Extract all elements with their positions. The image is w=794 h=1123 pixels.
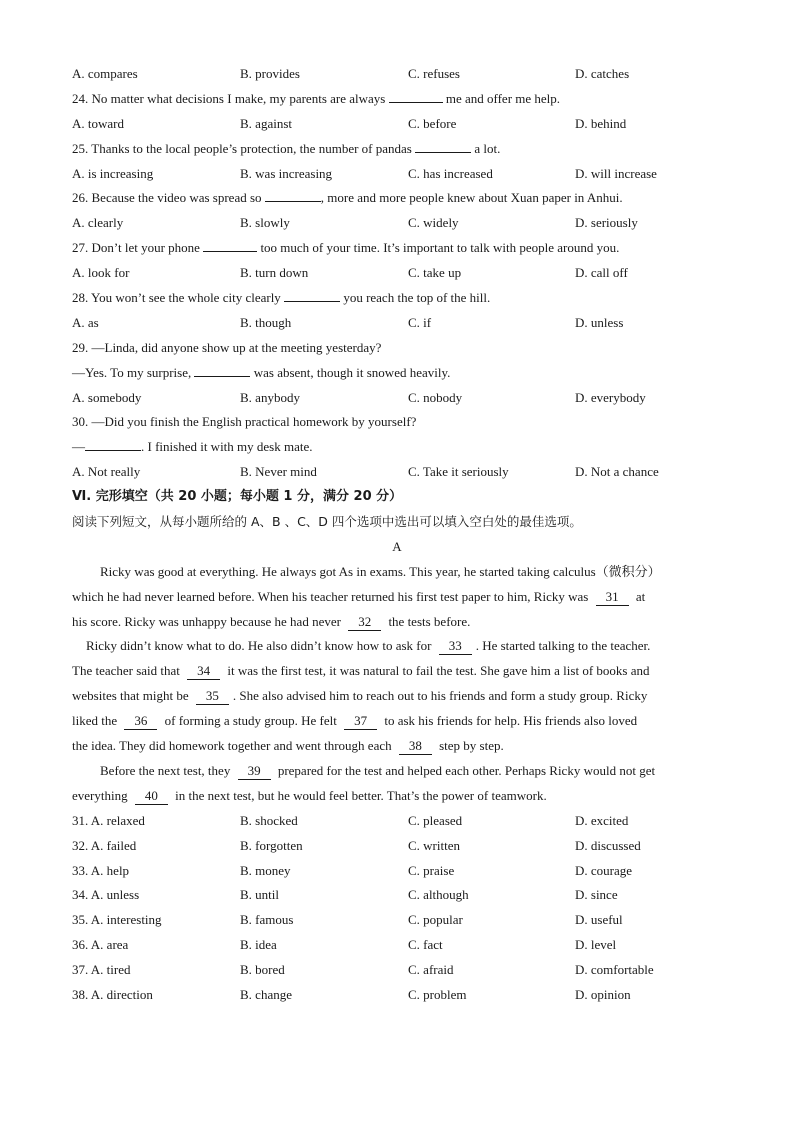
passage-line: the idea. They did homework together and went through each 38 step by step. (72, 738, 504, 754)
option-d: D. level (575, 937, 617, 953)
blank-number: 33 (439, 638, 472, 655)
blank-number: 38 (399, 738, 432, 755)
option-d: D. comfortable (575, 962, 654, 978)
option-d: D. will increase (575, 165, 657, 181)
option-d: D. opinion (575, 986, 631, 1002)
blank-number: 37 (344, 713, 377, 730)
option-d: D. behind (575, 115, 627, 131)
option-a: 34. A. unless (72, 887, 140, 903)
question-27-stem: 27. Don’t let your phone too much of your time. It’s important to talk with people around you. (72, 236, 722, 261)
passage-line: his score. Ricky was unhappy because he had never 32 the tests before. (72, 613, 471, 629)
option-c: C. before (408, 115, 457, 131)
option-a: 37. A. tired (72, 962, 131, 978)
question-27-options (72, 261, 722, 286)
option-b: B. forgotten (240, 837, 303, 853)
answer-blank (284, 287, 340, 302)
section-instruction: 阅读下列短文，从每小题所给的 A、B 、C、D 四个选项中选出可以填入空白处的最佳选项。 (72, 514, 582, 530)
option-a: A. Not really (72, 464, 141, 480)
option-a: A. compares (72, 66, 138, 81)
question-28-options (72, 311, 722, 336)
question-26-options (72, 211, 722, 236)
blank-number: 36 (124, 713, 157, 730)
cloze-options-36 (72, 933, 722, 958)
cloze-options-38 (72, 983, 722, 1008)
option-c: C. take up (408, 265, 462, 281)
option-d: D. excited (575, 812, 629, 828)
answer-blank (85, 436, 141, 451)
blank-number: 35 (196, 688, 229, 705)
cloze-options-31 (72, 809, 722, 834)
option-c: C. popular (408, 912, 463, 928)
question-30-line2: — . I finished it with my desk mate. (72, 435, 722, 460)
option-d: D. Not a chance (575, 464, 659, 480)
option-c: C. fact (408, 937, 443, 953)
cloze-options-35 (72, 908, 722, 933)
question-26-stem: 26. Because the video was spread so , more and more people knew about Xuan paper in Anhui. (72, 186, 722, 211)
answer-blank (415, 138, 471, 153)
passage-line: which he had never learned before. When his teacher returned his first test paper to him, Ricky was 31 at (72, 588, 646, 604)
option-b: B. though (240, 314, 292, 330)
option-b: B. anybody (240, 389, 300, 405)
option-b: B. idea (240, 937, 277, 953)
question-30-line1: 30. —Did you finish the English practical homework by yourself? (72, 414, 417, 430)
passage-line: Ricky didn’t know what to do. He also didn’t know how to ask for 33 . He started talking to the teacher. (86, 638, 651, 654)
option-b: B. against (240, 115, 292, 131)
blank-number: 40 (135, 788, 168, 805)
option-d: D. catches (575, 66, 630, 81)
option-a: A. somebody (72, 389, 142, 405)
option-d: D. since (575, 887, 618, 903)
option-a: 38. A. direction (72, 986, 153, 1002)
option-a: A. as (72, 314, 99, 330)
answer-blank (389, 88, 443, 103)
passage-line: liked the 36 of forming a study group. He felt 37 to ask his friends for help. His friends also loved (72, 713, 638, 729)
option-a: A. look for (72, 265, 130, 281)
question-25-options (72, 162, 722, 187)
option-c: C. afraid (408, 962, 454, 978)
question-25-stem: 25. Thanks to the local people’s protection, the number of pandas a lot. (72, 137, 722, 162)
option-a: 35. A. interesting (72, 912, 162, 928)
option-a: 32. A. failed (72, 837, 137, 853)
option-c: C. nobody (408, 389, 463, 405)
option-b: B. shocked (240, 812, 298, 828)
passage-line: everything 40 in the next test, but he would feel better. That’s the power of teamwork. (72, 787, 547, 803)
option-c: C. Take it seriously (408, 464, 509, 480)
option-a: 31. A. relaxed (72, 812, 145, 828)
option-b: B. famous (240, 912, 294, 928)
option-c: C. if (408, 314, 432, 330)
cloze-options-34 (72, 883, 722, 908)
question-29-options (72, 386, 722, 411)
exam-page (72, 62, 722, 1008)
option-d: D. courage (575, 862, 633, 878)
cloze-options-33 (72, 859, 722, 884)
cloze-options-32 (72, 834, 722, 859)
option-d: D. everybody (575, 389, 646, 405)
cloze-options-37 (72, 958, 722, 983)
option-c: C. widely (408, 215, 459, 231)
question-24-options (72, 112, 722, 137)
blank-number: 32 (348, 614, 381, 631)
option-c: C. problem (408, 986, 467, 1002)
question-30-options (72, 460, 722, 485)
option-b: B. Never mind (240, 464, 317, 480)
option-d: D. discussed (575, 837, 641, 853)
passage-line: Before the next test, they 39 prepared for the test and helped each other. Perhaps Ricky would not get (100, 762, 656, 778)
passage-line: The teacher said that 34 it was the first test, it was natural to fail the test. She gave him a list of books and (72, 663, 650, 679)
blank-number: 34 (187, 663, 220, 680)
option-b: B. provides (240, 66, 300, 81)
option-a: A. clearly (72, 215, 124, 231)
question-29-line1: 29. —Linda, did anyone show up at the meeting yesterday? (72, 339, 382, 355)
passage-label: A (392, 538, 402, 554)
option-a: 36. A. area (72, 937, 129, 953)
section-title: Ⅵ. 完形填空（共 20 小题；每小题 1 分，满分 20 分） (72, 489, 403, 505)
option-d: D. useful (575, 912, 623, 928)
option-b: B. was increasing (240, 165, 333, 181)
answer-blank (203, 237, 257, 252)
option-d: D. call off (575, 265, 628, 281)
option-a: 33. A. help (72, 862, 130, 878)
answer-blank (265, 187, 321, 202)
option-d: D. unless (575, 314, 624, 330)
option-b: B. money (240, 862, 291, 878)
option-b: B. bored (240, 962, 285, 978)
option-b: B. change (240, 986, 292, 1002)
blank-number: 31 (596, 589, 629, 606)
option-b: B. until (240, 887, 280, 903)
option-a: A. toward (72, 115, 124, 131)
question-28-stem: 28. You won’t see the whole city clearly you reach the top of the hill. (72, 286, 722, 311)
option-d: D. seriously (575, 215, 638, 231)
option-c: C. although (408, 887, 469, 903)
blank-number: 39 (238, 763, 271, 780)
option-b: B. turn down (240, 265, 309, 281)
option-c: C. has increased (408, 165, 493, 181)
option-a: A. is increasing (72, 165, 154, 181)
passage-line: Ricky was good at everything. He always got As in exams. This year, he started taking calculus（微积分） (100, 563, 661, 579)
q23-options (72, 62, 722, 87)
answer-blank (194, 362, 250, 377)
option-c: C. refuses (408, 66, 460, 81)
option-b: B. slowly (240, 215, 290, 231)
option-c: C. written (408, 837, 460, 853)
option-c: C. praise (408, 862, 455, 878)
question-29-line2: —Yes. To my surprise, was absent, though it snowed heavily. (72, 361, 722, 386)
question-24-stem: 24. No matter what decisions I make, my parents are always me and offer me help. (72, 87, 722, 112)
option-c: C. pleased (408, 812, 463, 828)
passage-line: websites that might be 35 . She also advised him to reach out to his friends and form a study group. Ricky (72, 688, 648, 704)
